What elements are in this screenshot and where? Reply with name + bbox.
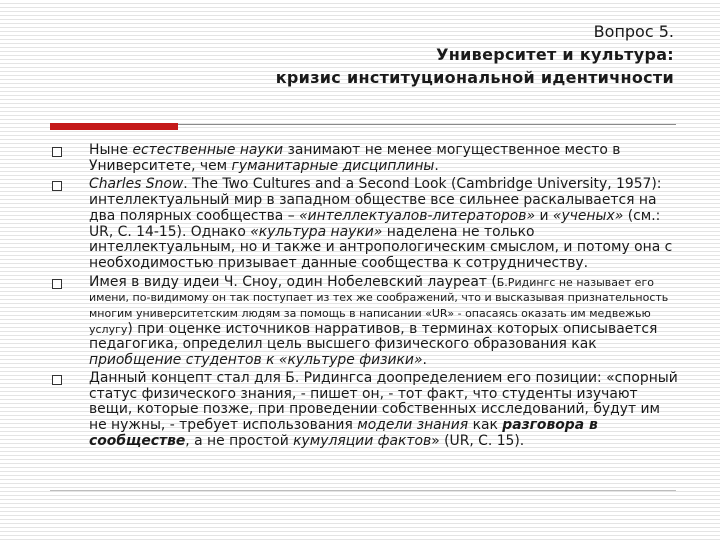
text-run: (см.: UR, C. 14-15). Однако [89, 207, 661, 240]
text-emphasis: «ученых» [552, 207, 624, 224]
bullet-square-icon [52, 279, 62, 289]
bullet-list [52, 143, 680, 449]
text-emphasis: модели знания [357, 416, 469, 433]
text-run: . [422, 352, 427, 369]
text-run: » (UR, C. 15). [431, 432, 525, 449]
question-number: Вопрос 5. [593, 22, 674, 41]
text-run: ) при оценке источников нарративов, в терминах которых описывается педагогика, определил цель высшего физического образования как [89, 320, 658, 353]
accent-rule [50, 123, 178, 130]
text-run: . [434, 157, 439, 174]
bullet-square-icon [52, 375, 62, 385]
list-item [52, 275, 680, 369]
title-line-3: кризис институциональной идентичности [275, 68, 674, 87]
text-emphasis: приобщение студентов к «культуре физики» [89, 352, 423, 369]
bottom-rule [50, 490, 676, 491]
bullet-square-icon [52, 181, 62, 191]
text-run: Имея в виду идеи Ч. Сноу, один Нобелевский лауреат ( [89, 273, 497, 290]
list-item [52, 143, 680, 174]
text-emphasis: естественные науки [132, 142, 284, 158]
text-run: наделена не только интеллектуальным, но и также и антропологическим смыслом, и потому она с необходимостью призывает данные сообщества к сотрудничеству. [89, 223, 673, 271]
text-run: Данный концепт стал для Б. Ридингса доопределением его позиции: «спорный статус физического знания, - пишет он, - тот факт, что студенты изучают вещи, которые позже, при проведении собственных исследований, будут им не нужны, - требует использования [89, 369, 678, 433]
divider-rule [178, 124, 676, 125]
bullet-square-icon [52, 147, 62, 157]
text-strong-emphasis: разговора в сообществе [89, 416, 598, 449]
text-run: и [535, 207, 553, 224]
text-emphasis: гуманитарные дисциплины [231, 157, 435, 174]
text-emphasis: кумуляции фактов [293, 432, 432, 449]
text-run: Ныне [89, 142, 133, 158]
text-emphasis: «культура науки» [250, 223, 383, 240]
text-run: занимают не менее могущественное место в Университете, чем [89, 142, 621, 174]
list-item [52, 177, 680, 271]
list-item [52, 371, 680, 450]
text-run: , а не простой [185, 432, 294, 449]
text-run: . The Two Cultures and a Second Look (Cambridge University, 1957): интеллектуальный мир в западном обществе все сильнее раскалывается на два полярных сообщества – [89, 176, 662, 224]
parenthetical-note: Б.Ридингс не называет его имени, по-видимому он так поступает из тех же соображений, что и высказывая признательность многим университетским людям за помощь в написании «UR» - опасаясь оказать им медвежью услугу [89, 275, 669, 336]
text-emphasis: «интеллектуалов-литераторов» [299, 207, 536, 224]
text-run: как [468, 416, 503, 433]
author-name: Charles Snow [89, 176, 184, 193]
slide-title [276, 20, 674, 89]
title-line-2: Университет и культура: [436, 45, 674, 64]
